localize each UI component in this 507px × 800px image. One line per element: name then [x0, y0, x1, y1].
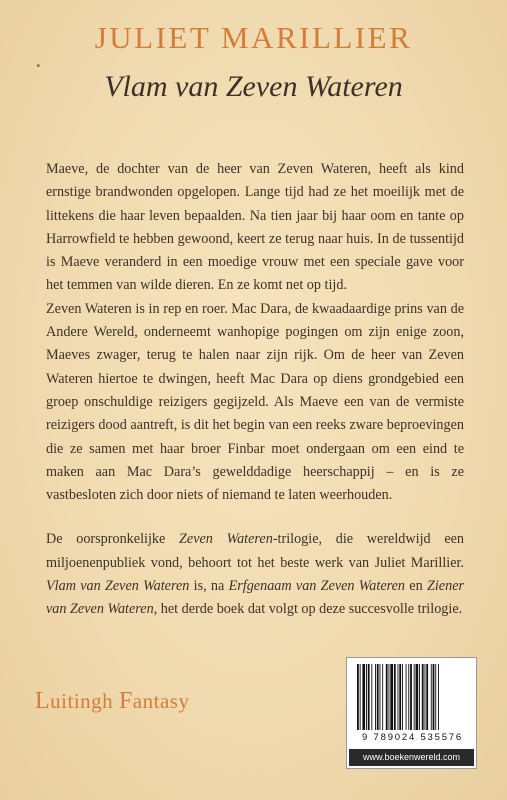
blurb-paragraph-1	[46, 158, 464, 507]
publisher-rest-1: uitingh	[50, 689, 119, 713]
blurb-p2-e: is, na	[189, 578, 229, 595]
barcode-box	[346, 657, 477, 769]
blurb-p1-part-1: Maeve, de dochter van de heer van Zeven Wateren, heeft als kind ernstige brandwonden opgelopen. Lange tijd had ze het moeilijk met de littekens die haar leven bepaalden. Na tien jaar bij haar oom en tante op Harrowfield te hebben gewoond, keert ze terug naar huis. In de tussentijd is Maeve veranderd in een moedige vrouw met een speciale gave voor het temmen van wilde dieren. En ze komt net op tijd.	[46, 161, 464, 294]
blurb-p2-g: en	[405, 578, 427, 595]
website-label: www.boekenwereld.com	[349, 749, 474, 766]
blurb-p2-a: De oorspronkelijke	[46, 531, 179, 548]
blurb-p2-i: , het derde boek dat volgt op deze succesvolle trilogie.	[153, 601, 463, 618]
blurb-paragraph-2	[46, 528, 464, 621]
publisher-rest-2: antasy	[132, 689, 190, 713]
blurb-p2-b: Zeven Wateren	[179, 531, 273, 548]
blurb-p2-c: -trilogie, die wereldwijd een miljoenenpubliek vond, behoort tot het beste werk van Juliet Marillier.	[46, 531, 465, 571]
isbn-number: 9 789024 535576	[362, 732, 463, 743]
blurb-text	[46, 158, 464, 622]
publisher-cap-l: L	[35, 688, 51, 714]
publisher-logo	[35, 688, 189, 715]
blurb-p1-part-2: Zeven Wateren is in rep en roer. Mac Dara, de kwaadaardige prins van de Andere Wereld, onderneemt wanhopige pogingen om zijn enige zoon, Maeves zwager, terug te halen naar zijn rijk. Om de heer van Zeven Wateren hiertoe te dwingen, heeft Mac Dara op diens grondgebied een groep onschuldige reizigers gegijzeld. Als Maeve een van de vermiste reizigers dood aantreft, is dit het begin van een reeks zware beproevingen die ze samen met haar broer Finbar moet ondergaan om een eind te maken aan Mac Dara’s gewelddadige heerschappij – en is ze vastbesloten zich door niets of niemand te laten weerhouden.	[46, 300, 464, 504]
barcode-icon	[355, 664, 470, 732]
publisher-cap-f: F	[118, 688, 133, 714]
blurb-p2-d: Vlam van Zeven Wateren	[46, 578, 190, 595]
blurb-p2-h: Ziener van Zeven Wateren	[46, 578, 465, 618]
author-name: JULIET MARILLIER	[94, 20, 413, 55]
bullet-mark: •	[36, 58, 41, 73]
blurb-p2-f: Erfgenaam van Zeven Wateren	[228, 578, 406, 595]
book-title: Vlam van Zeven Wateren	[104, 70, 403, 103]
